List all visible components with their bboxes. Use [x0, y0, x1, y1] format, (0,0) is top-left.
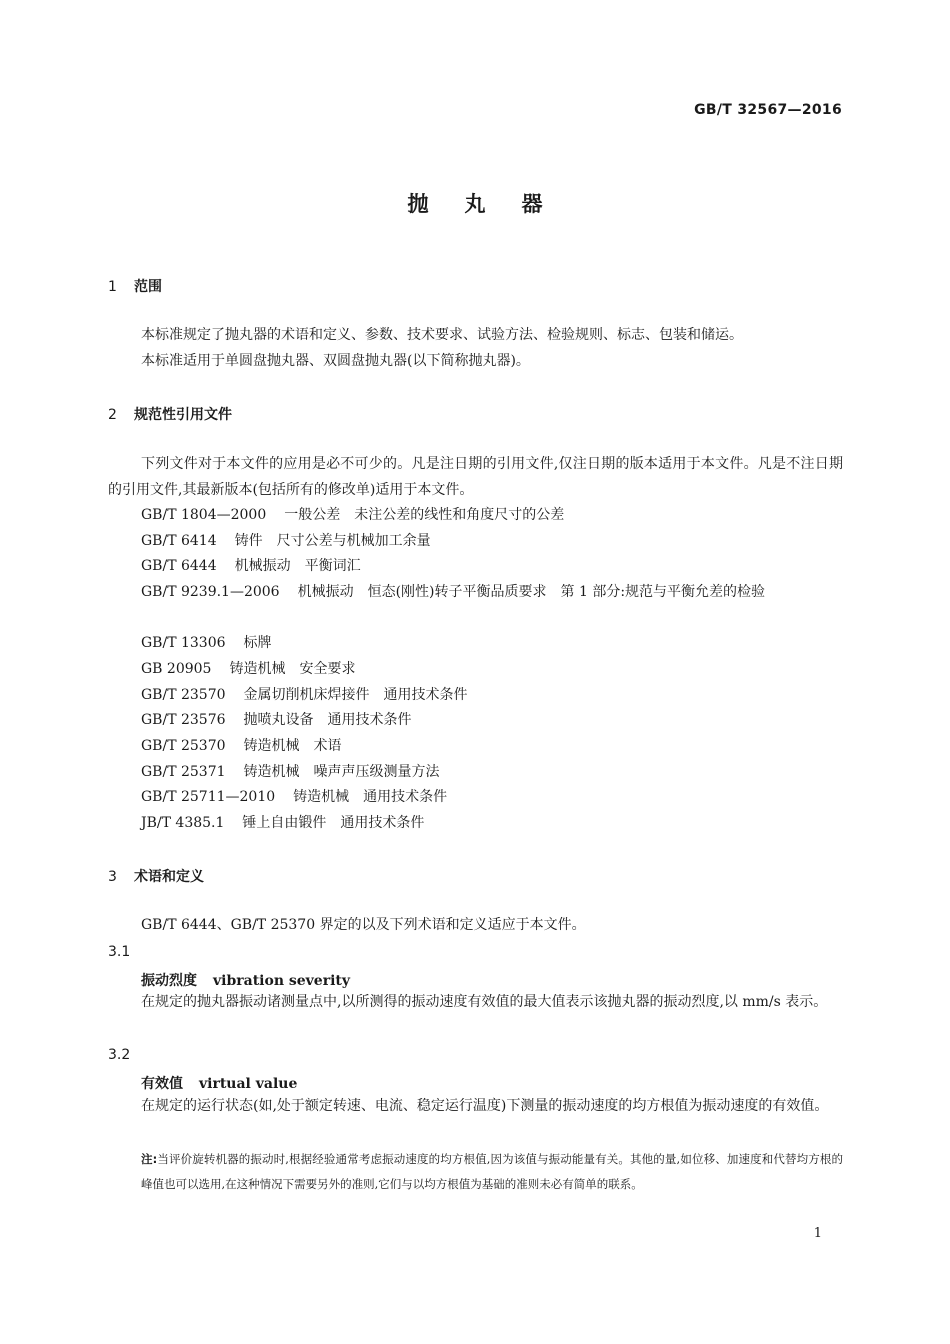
reference-item [141, 811, 424, 837]
title-char-3: 器 [521, 192, 543, 216]
reference-title: 铸造机械 术语 [243, 738, 342, 754]
reference-item [141, 708, 412, 734]
section-title: 规范性引用文件 [134, 407, 232, 423]
reference-title: 金属切削机床焊接件 通用技术条件 [243, 687, 468, 703]
note-label: 注: [141, 1152, 158, 1166]
reference-title: 铸造机械 通用技术条件 [293, 789, 448, 805]
paragraph: 本标准规定了抛丸器的术语和定义、参数、技术要求、试验方法、检验规则、标志、包装和储运。 [141, 327, 743, 343]
reference-code: GB/T 6414 [141, 533, 217, 549]
reference-title: 铸件 尺寸公差与机械加工余量 [234, 533, 431, 549]
reference-title: 抛喷丸设备 通用技术条件 [243, 712, 412, 728]
section-number: 3 [108, 869, 117, 885]
section-title: 术语和定义 [134, 869, 204, 885]
title-char-1: 抛 [407, 192, 429, 216]
reference-item [141, 657, 355, 683]
reference-title: 一般公差 未注公差的线性和角度尺寸的公差 [284, 507, 565, 523]
reference-item [141, 529, 431, 555]
reference-item [141, 785, 447, 811]
term-definition: 在规定的抛丸器振动诸测量点中,以所测得的振动速度有效值的最大值表示该抛丸器的振动烈度,以 mm/s 表示。 [141, 994, 828, 1010]
reference-code: GB/T 25711—2010 [141, 789, 276, 805]
term-zh: 有效值 [141, 1076, 183, 1092]
reference-item [141, 631, 272, 657]
term-en: vibration severity [213, 973, 350, 989]
reference-item [141, 503, 564, 529]
reference-code: GB/T 1804—2000 [141, 507, 267, 523]
reference-title: 机械振动 平衡词汇 [234, 558, 361, 574]
reference-title: 标牌 [243, 635, 272, 651]
page-number: 1 [813, 1226, 822, 1241]
term-heading [141, 1073, 297, 1093]
title-char-2: 丸 [464, 192, 486, 216]
reference-code: GB/T 23570 [141, 687, 226, 703]
reference-item [141, 554, 361, 580]
term-en: virtual value [199, 1076, 298, 1092]
reference-code: GB/T 6444 [141, 558, 217, 574]
reference-item [141, 683, 468, 709]
paragraph: 下列文件对于本文件的应用是必不可少的。凡是注日期的引用文件,仅注日期的版本适用于本文件。凡是不注日期的引用文件,其最新版本(包括所有的修改单)适用于本文件。 [108, 456, 843, 498]
reference-item [141, 760, 440, 786]
note [141, 1147, 843, 1197]
reference-code: GB/T 25370 [141, 738, 226, 754]
reference-item [108, 580, 843, 606]
section-number: 2 [108, 407, 117, 423]
reference-code: GB/T 23576 [141, 712, 226, 728]
standard-code: GB/T 32567—2016 [694, 102, 842, 118]
reference-title: 机械振动 恒态(刚性)转子平衡品质要求 第 1 部分:规范与平衡允差的检验 [297, 584, 766, 600]
reference-title: 铸造机械 噪声声压级测量方法 [243, 764, 440, 780]
reference-code: GB/T 25371 [141, 764, 226, 780]
document-title [0, 188, 950, 218]
section-1-heading [108, 276, 162, 296]
term-heading [141, 970, 350, 990]
section-title: 范围 [134, 279, 162, 295]
reference-code: JB/T 4385.1 [141, 815, 225, 831]
reference-title: 铸造机械 安全要求 [229, 661, 356, 677]
section-3-heading [108, 866, 204, 886]
reference-code: GB/T 9239.1—2006 [141, 584, 280, 600]
reference-code: GB/T 13306 [141, 635, 226, 651]
term-number: 3.2 [108, 1047, 131, 1063]
paragraph: 本标准适用于单圆盘抛丸器、双圆盘抛丸器(以下简称抛丸器)。 [141, 353, 530, 369]
reference-code: GB 20905 [141, 661, 212, 677]
term-zh: 振动烈度 [141, 973, 197, 989]
section-number: 1 [108, 279, 117, 295]
term-number: 3.1 [108, 944, 131, 960]
reference-item [141, 734, 342, 760]
reference-title: 锤上自由锻件 通用技术条件 [242, 815, 425, 831]
paragraph: GB/T 6444、GB/T 25370 界定的以及下列术语和定义适应于本文件。 [141, 917, 586, 933]
section-2-heading [108, 404, 232, 424]
term-definition: 在规定的运行状态(如,处于额定转速、电流、稳定运行温度)下测量的振动速度的均方根值为振动速度的有效值。 [141, 1098, 829, 1114]
note-text: 当评价旋转机器的振动时,根据经验通常考虑振动速度的均方根值,因为该值与振动能量有关。其他的量,如位移、加速度和代替均方根的峰值也可以选用,在这种情况下需要另外的准则,它们与以均方根值为基础的准则未必有简单的联系。 [141, 1152, 843, 1191]
